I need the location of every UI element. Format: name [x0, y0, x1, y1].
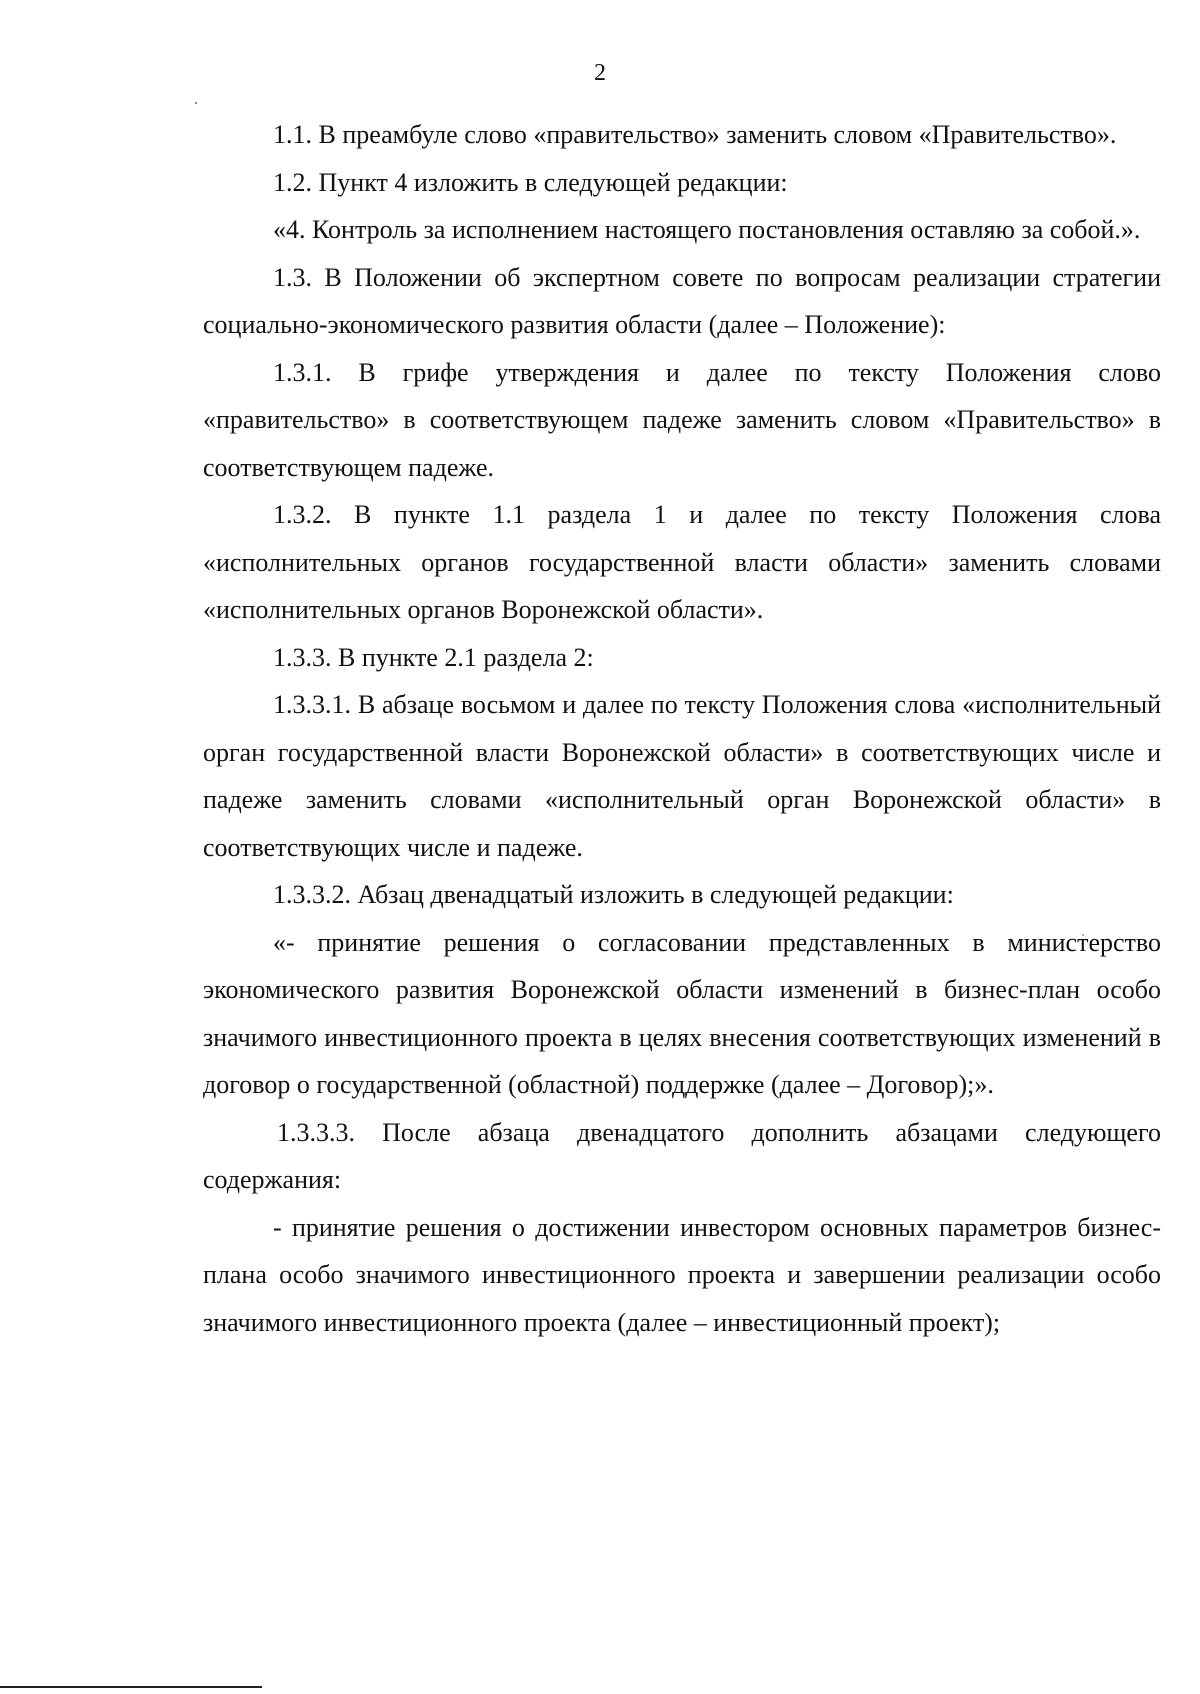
scan-edge-line — [0, 1686, 262, 1688]
paragraph-1-2: 1.2. Пункт 4 изложить в следующей редакции: — [273, 167, 788, 197]
paragraph-quote-4: «4. Контроль за исполнением настоящего постановления оставляю за собой.». — [273, 215, 1141, 244]
paragraph-1-3-3-3: 1.3.3.3. После абзаца двенадцатого дополнить абзацами следующего содержания: — [203, 1117, 1161, 1194]
paragraph-1-3-1: 1.3.1. В грифе утверждения и далее по тексту Положения слово «правительство» в соответствующем падеже заменить словом «Правительство» в соответствующем падеже. — [203, 357, 1161, 482]
paragraph-1-3-3: 1.3.3. В пункте 2.1 раздела 2: — [273, 642, 594, 672]
document-body — [203, 111, 1161, 1346]
paragraph-1-1: 1.1. В преамбуле слово «правительство» заменить словом «Правительство». — [273, 120, 1117, 149]
scan-speck — [195, 102, 197, 104]
page-number: 2 — [594, 60, 606, 86]
paragraph-dash-item: - принятие решения о достижении инвестором основных параметров бизнес-плана особо значимого инвестиционного проекта и завершении реализации особо значимого инвестиционного проекта (далее – инвестиционный проект); — [203, 1212, 1161, 1337]
paragraph-1-3-2: 1.3.2. В пункте 1.1 раздела 1 и далее по тексту Положения слова «исполнительных органов государственной власти области» заменить словами «исполнительных органов Воронежской области». — [203, 500, 1161, 624]
paragraph-quote-item: «- принятие решения о согласовании представленных в министерство экономического развития Воронежской области изменений в бизнес-план особо значимого инвестиционного проекта в целях внесения соответствующих изменений в договор о государственной (областной) поддержке (далее – Договор);». — [203, 927, 1161, 1099]
paragraph-1-3-3-1: 1.3.3.1. В абзаце восьмом и далее по тексту Положения слова «исполнительный орган государственной власти Воронежской области» в соответствующих числе и падеже заменить словами «исполнительный орган Воронежской области» в соответствующих числе и падеже. — [203, 690, 1161, 862]
paragraph-1-3-3-2: 1.3.3.2. Абзац двенадцатый изложить в следующей редакции: — [273, 880, 954, 909]
paragraph-1-3: 1.3. В Положении об экспертном совете по вопросам реализации стратегии социально-экономического развития области (далее – Положение): — [203, 262, 1161, 339]
